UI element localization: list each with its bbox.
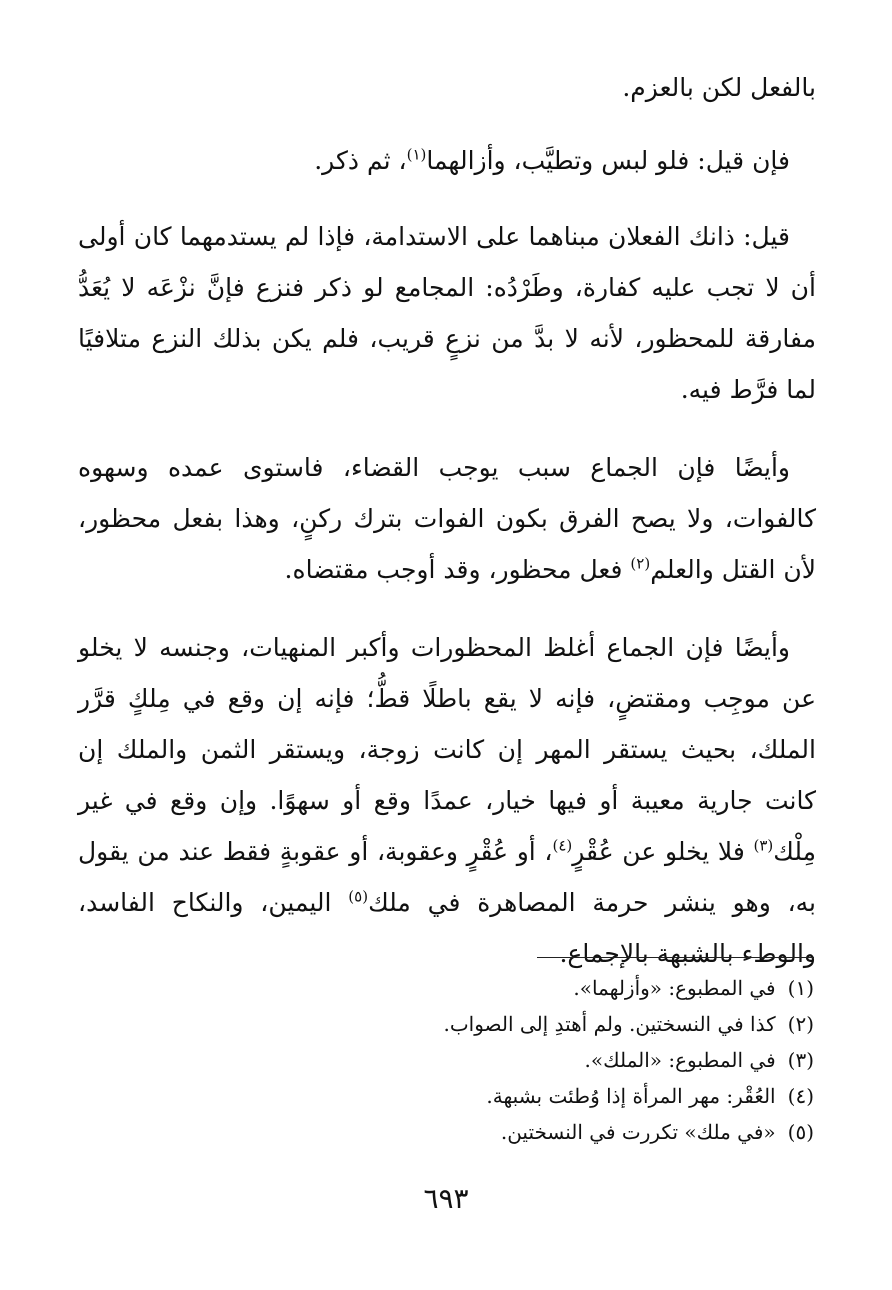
footnote-number: (٢)	[787, 1012, 814, 1036]
paragraph-text: فعل محظور، وقد أوجب مقتضاه.	[284, 555, 631, 584]
paragraph-text: فلا يخلو عن عُقْرٍ	[572, 837, 754, 866]
footnote-marker: (١)	[406, 145, 427, 164]
footnote-number: (١)	[787, 976, 814, 1000]
paragraph-reply: قيل: ذانك الفعلان مبناهما على الاستدامة، فإذا لم يستدمهما كان أولى أن لا تجب عليه كفارة، وطَرْدُه: المجامع لو ذكر فنزع فإنَّ نزْعَه لا يُعَدُّ مفارقة للمحظور، لأنه لا بدَّ من نزعٍ قريب، فلم يكن بذلك النزع متلافيًا لما فرَّط فيه.	[78, 222, 816, 404]
page-number: ٦٩٣	[423, 1182, 469, 1215]
paragraph-argument-one	[78, 442, 816, 595]
paragraph-text: وأيضًا فإن الجماع سبب يوجب القضاء، فاستوى عمده وسهوه كالفوات، ولا يصح الفرق بكون الفوات بترك ركنٍ، وهذا بفعل محظور، لأن القتل والعلم	[78, 453, 816, 584]
paragraph-continuation: بالفعل لكن بالعزم.	[622, 73, 816, 102]
footnote-marker: (٤)	[552, 836, 573, 855]
paragraph-text: ، ثم ذكر.	[314, 146, 407, 175]
footnote-item	[76, 970, 814, 1006]
footnote-item	[76, 1114, 814, 1150]
footnotes-section	[76, 970, 814, 1150]
paragraph-argument-two	[78, 622, 816, 979]
footnote-text: «في ملك» تكررت في النسختين.	[500, 1120, 776, 1144]
footnote-text: كذا في النسختين. ولم أهتدِ إلى الصواب.	[443, 1012, 776, 1036]
footnote-number: (٣)	[787, 1048, 814, 1072]
paragraph-objection	[78, 135, 816, 186]
footnote-text: العُقْر: مهر المرأة إذا وُطئت بشبهة.	[486, 1084, 776, 1108]
footnote-text: في المطبوع: «الملك».	[584, 1048, 776, 1072]
footnote-number: (٥)	[787, 1120, 814, 1144]
footnote-marker: (٥)	[348, 887, 369, 906]
footnote-item	[76, 1006, 814, 1042]
footnote-item	[76, 1078, 814, 1114]
page-body	[78, 62, 816, 979]
footnote-marker: (٢)	[630, 554, 651, 573]
footnote-divider	[537, 957, 814, 958]
paragraph-text: فإن قيل: فلو لبس وتطيَّب، وأزالهما	[426, 146, 790, 175]
footnote-marker: (٣)	[753, 836, 774, 855]
paragraph-text: ، أو عُقْرٍ وعقوبة، أو عقوبةٍ فقط عند من يقول به، وهو ينشر حرمة المصاهرة في ملك	[78, 837, 816, 917]
footnote-number: (٤)	[787, 1084, 814, 1108]
paragraph-text: اليمين، والنكاح الفاسد، والوطء بالشبهة بالإجماع.	[78, 888, 816, 968]
footnote-text: في المطبوع: «وأزلهما».	[573, 976, 776, 1000]
paragraph-text: وأيضًا فإن الجماع أغلظ المحظورات وأكبر المنهيات، وجنسه لا يخلو عن موجِب ومقتضٍ، فإنه لا يقع باطلًا قطُّ؛ فإنه إن وقع في مِلكٍ قرَّر الملك، بحيث يستقر المهر إن كانت زوجة، ويستقر الثمن والملك إن كانت جارية معيبة أو فيها خيار، عمدًا وقع أو سهوًا. وإن وقع في غير مِلْك	[78, 633, 817, 866]
footnote-item	[76, 1042, 814, 1078]
